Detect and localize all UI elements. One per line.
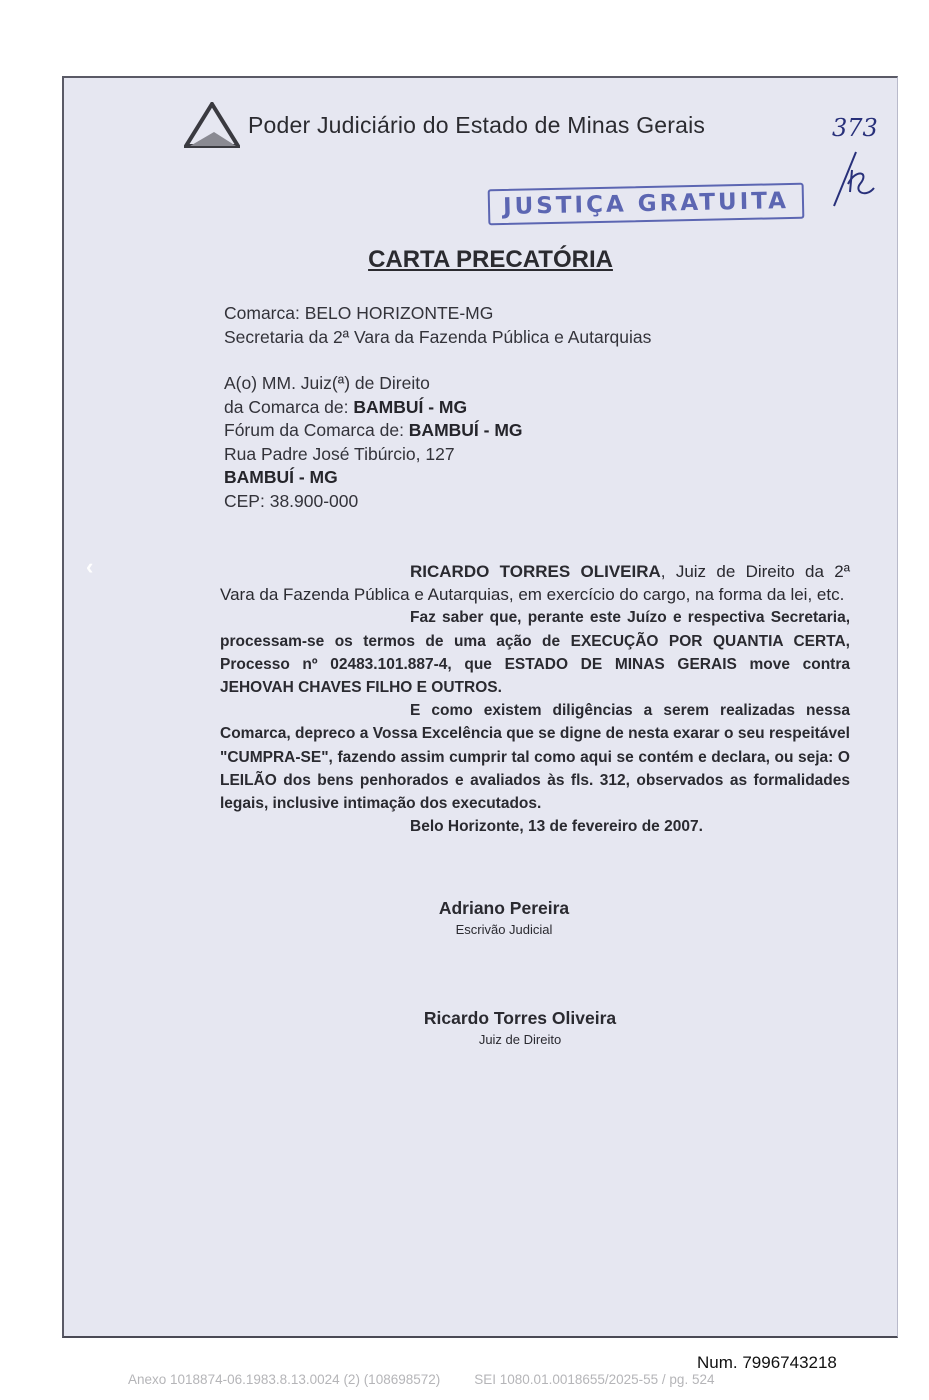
signature-judge-name: Ricardo Torres Oliveira: [423, 1008, 617, 1028]
document-number: Num. 7996743218: [697, 1353, 837, 1372]
scanned-page: [62, 76, 898, 1338]
footer-annex: Anexo 1018874-06.1983.8.13.0024 (2) (108698572): [128, 1372, 441, 1387]
addressee-block: [224, 372, 523, 513]
scan-edge-mark: ‹: [86, 554, 94, 579]
judge-description: , Juiz de Direito da 2ª Vara da Fazenda Pública e Autarquias, em exercício do cargo, na forma da lei, etc.: [220, 562, 850, 605]
origin-comarca: Comarca: BELO HORIZONTE-MG: [224, 303, 494, 323]
footer-sei: SEI 1080.01.0018655/2025-55 / pg. 524: [474, 1372, 715, 1387]
signature-clerk-name: Adriano Pereira: [438, 898, 570, 918]
addressee-cep: CEP: 38.900-000: [224, 490, 359, 511]
body-paragraph-3: E como existem diligências a serem realizadas nessa Comarca, depreco a Vossa Excelência que se digne de nesta exarar o seu respeitável "CUMPRA-SE", fazendo assim cumprir tal como aqui se contém e declara, ou seja: O LEILÃO dos bens penhorados e avaliados às fls. 312, observados as formalidades legais, inclusive intimação dos executados.: [220, 702, 850, 813]
rubric-signature-icon: [826, 148, 882, 212]
origin-block: [224, 302, 651, 349]
addressee-street: Rua Padre José Tibúrcio, 127: [224, 443, 455, 464]
addressee-line2-value: BAMBUÍ - MG: [353, 396, 468, 417]
letter-body: [220, 560, 850, 838]
addressee-line2-prefix: da Comarca de:: [224, 396, 354, 417]
addressee-line1: A(o) MM. Juiz(ª) de Direito: [224, 373, 430, 393]
folio-number: 373: [832, 114, 878, 142]
document-title: CARTA PRECATÓRIA: [368, 246, 613, 273]
signature-judge-role: Juiz de Direito: [478, 1032, 562, 1047]
addressee-city: BAMBUÍ - MG: [224, 467, 338, 487]
date-line: Belo Horizonte, 13 de fevereiro de 2007.: [410, 818, 703, 836]
footer-reference: [128, 1372, 714, 1387]
institution-header: Poder Judiciário do Estado de Minas Gerais: [248, 112, 706, 138]
addressee-line2: [224, 396, 523, 420]
origin-secretaria: Secretaria da 2ª Vara da Fazenda Pública e Autarquias: [224, 326, 652, 347]
body-paragraph-2: Faz saber que, perante este Juízo e respectiva Secretaria, processam-se os termos de uma ação de EXECUÇÃO POR QUANTIA CERTA, Processo nº 02483.101.887-4, que ESTADO DE MINAS GERAIS move contra JEHOVAH CHAVES FILHO E OUTROS.: [220, 609, 850, 697]
judge-name: RICARDO TORRES OLIVEIRA: [410, 562, 661, 581]
addressee-line3: [224, 419, 523, 443]
signature-clerk-role: Escrivão Judicial: [455, 922, 553, 937]
addressee-line3-prefix: Fórum da Comarca de:: [224, 420, 409, 440]
court-logo-icon: [184, 102, 240, 150]
signature-clerk: [424, 898, 584, 937]
signature-judge: [400, 1008, 640, 1047]
addressee-line3-value: BAMBUÍ - MG: [408, 420, 523, 440]
body-paragraph-1: [220, 560, 850, 606]
free-justice-stamp: JUSTIÇA GRATUITA: [488, 183, 805, 226]
